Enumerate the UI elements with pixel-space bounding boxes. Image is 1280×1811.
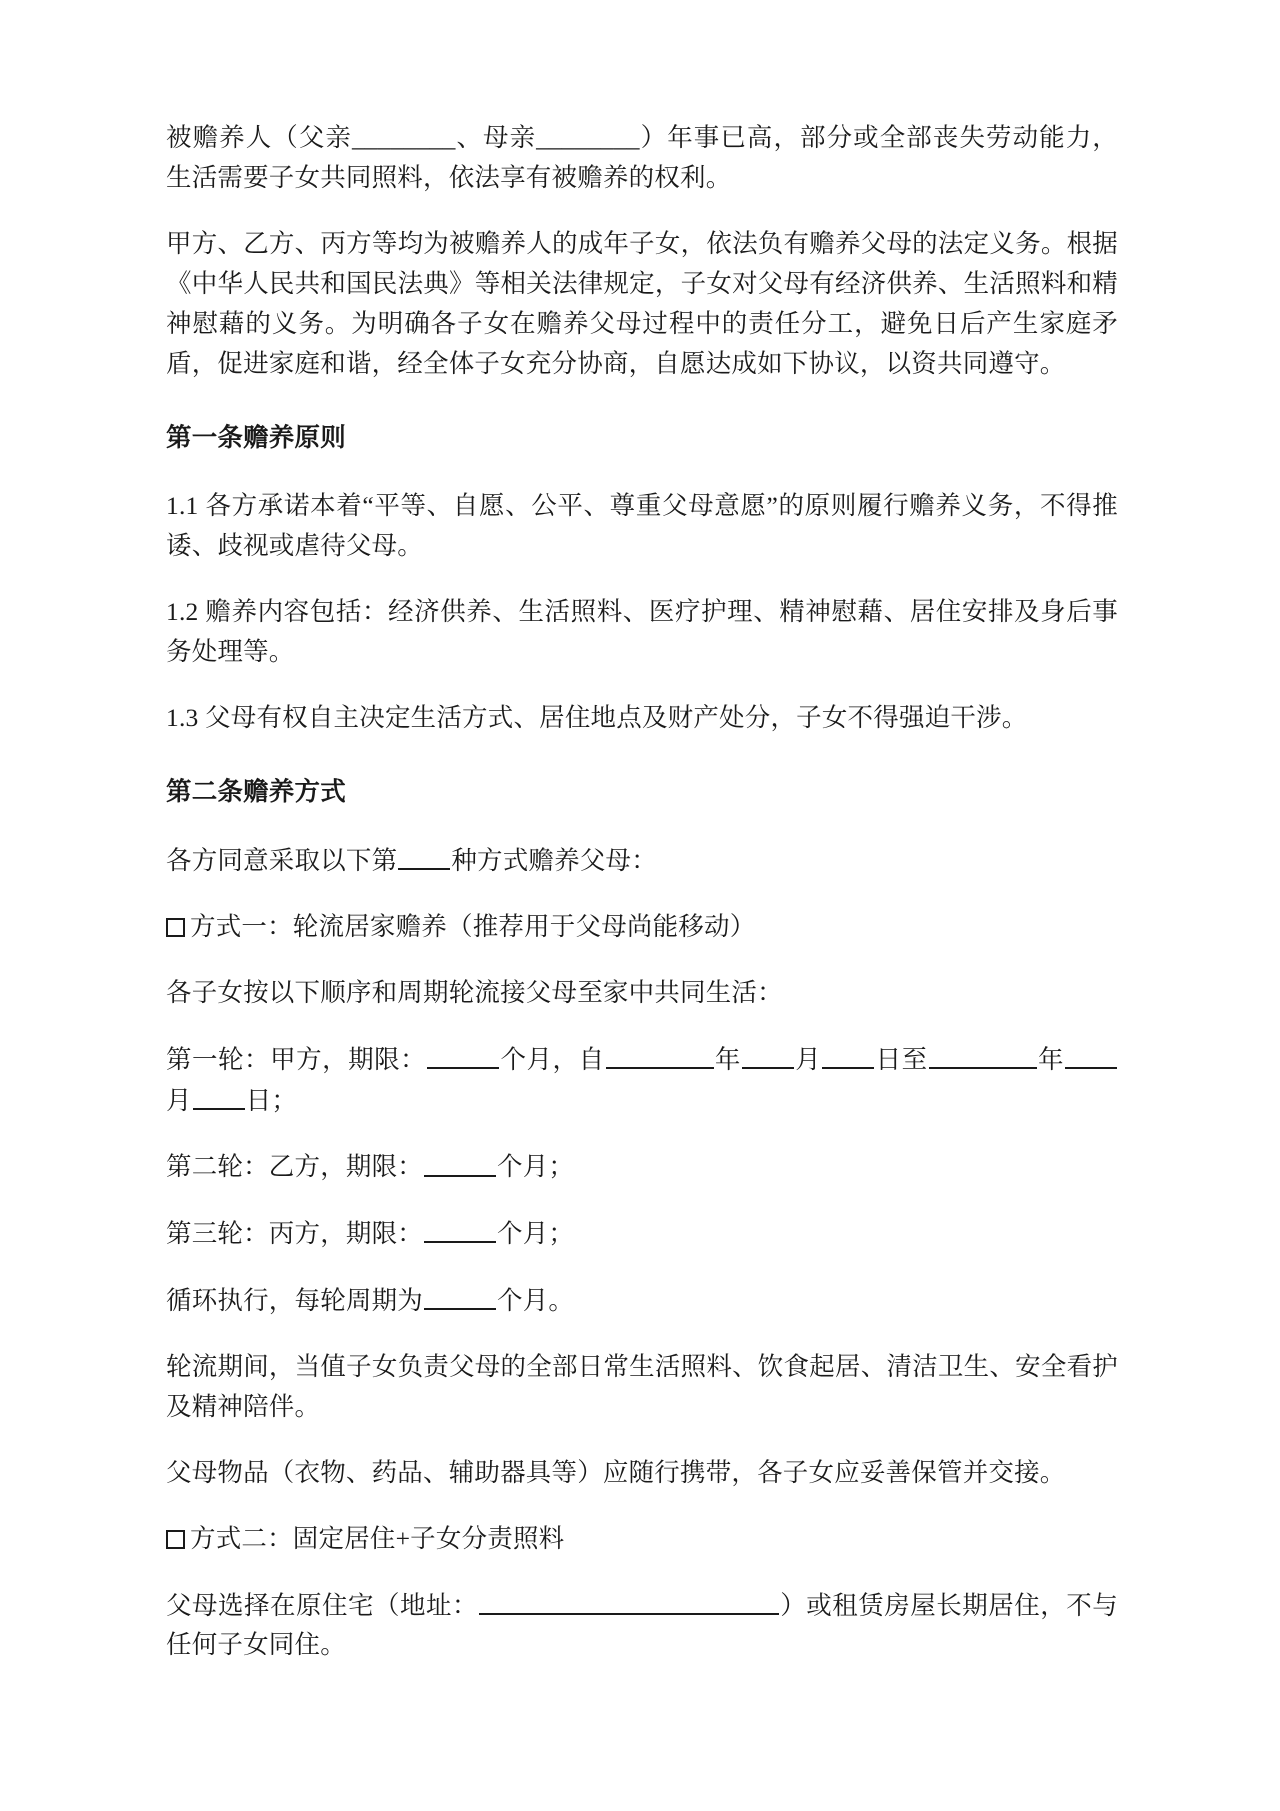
option-two-checkbox-line [166, 1519, 1118, 1559]
paragraph-parties: 甲方、乙方、丙方等均为被赡养人的成年子女，依法负有赡养父母的法定义务。根据《中华人民共和国民法典》等相关法律规定，子女对父母有经济供养、生活照料和精神慰藉的义务。为明确各子女在赡养父母过程中的责任分工，避免日后产生家庭矛盾，促进家庭和谐，经全体子女充分协商，自愿达成如下协议，以资共同遵守。 [166, 229, 1118, 378]
round-one-year-label: 年 [714, 1044, 741, 1074]
round-one-prefix: 第一轮：甲方，期限： [166, 1044, 427, 1074]
round-one-end-month-blank[interactable] [1065, 1040, 1117, 1069]
method-number-blank[interactable] [398, 842, 450, 871]
round-one-year-label-2: 年 [1037, 1044, 1064, 1074]
round-three-suffix: 个月； [497, 1218, 575, 1248]
section-two-lead-in [166, 840, 1118, 881]
rotation-round-two [166, 1146, 1118, 1187]
paragraph-supported-person: 被赡养人（父亲________、母亲________）年事已高，部分或全部丧失劳动能力，生活需要子女共同照料，依法享有被赡养的权利。 [166, 123, 1118, 192]
option-one-description: 各子女按以下顺序和周期轮流接父母至家中共同生活： [166, 977, 783, 1007]
lead-in-text-after: 种方式赡养父母： [451, 845, 657, 875]
belongings-paragraph: 父母物品（衣物、药品、辅助器具等）应随行携带，各子女应妥善保管并交接。 [166, 1457, 1066, 1487]
residence-text-after: ）或租赁房屋长期居住，不与任何子女同住。 [166, 1590, 1118, 1660]
option-two-residence-line [166, 1585, 1118, 1666]
round-three-months-blank[interactable] [424, 1215, 496, 1244]
document-body [166, 118, 1118, 1665]
rotation-round-one [166, 1039, 1118, 1121]
rotation-round-three [166, 1213, 1118, 1254]
option-two-label: 方式二：固定居住+子女分责照料 [190, 1523, 565, 1553]
option-one-label: 方式一：轮流居家赡养（推荐用于父母尚能移动） [190, 911, 756, 941]
round-two-suffix: 个月； [497, 1152, 575, 1182]
round-two-months-blank[interactable] [424, 1148, 496, 1177]
cycle-text-before: 循环执行，每轮周期为 [166, 1285, 424, 1315]
round-one-start-month-blank[interactable] [742, 1040, 794, 1069]
residence-text-before: 父母选择在原住宅（地址： [166, 1590, 478, 1620]
residence-address-blank[interactable] [479, 1586, 779, 1615]
section-two-heading: 第二条赡养方式 [166, 777, 346, 806]
section-one-item-1-2: 1.2 赡养内容包括：经济供养、生活照料、医疗护理、精神慰藉、居住安排及身后事务处理等。 [166, 597, 1118, 666]
round-one-start-year-blank[interactable] [606, 1040, 714, 1069]
round-one-unit: 个月，自 [500, 1044, 605, 1074]
round-three-prefix: 第三轮：丙方，期限： [166, 1218, 424, 1248]
option-one-checkbox-line [166, 907, 1118, 947]
rotation-duty-paragraph: 轮流期间，当值子女负责父母的全部日常生活照料、饮食起居、清洁卫生、安全看护及精神陪伴。 [166, 1351, 1118, 1421]
round-one-day-label: 日至 [875, 1044, 928, 1074]
round-one-month-label-2: 月 [166, 1085, 192, 1115]
section-one-item-1-3: 1.3 父母有权自主决定生活方式、居住地点及财产处分，子女不得强迫干涉。 [166, 703, 1028, 732]
checkbox-icon-option-one[interactable] [166, 918, 185, 937]
round-one-day-label-2: 日； [245, 1085, 298, 1115]
rotation-cycle-line [166, 1280, 1118, 1321]
round-two-prefix: 第二轮：乙方，期限： [166, 1152, 424, 1182]
round-one-start-day-blank[interactable] [822, 1040, 874, 1069]
checkbox-icon-option-two[interactable] [166, 1530, 185, 1549]
round-one-end-day-blank[interactable] [193, 1081, 245, 1110]
round-one-month-label: 月 [794, 1044, 822, 1074]
round-one-months-blank[interactable] [427, 1040, 499, 1069]
section-one-item-1-1: 1.1 各方承诺本着“平等、自愿、公平、尊重父母意愿”的原则履行赡养义务，不得推诿、歧视或虐待父母。 [166, 491, 1118, 560]
section-one-heading: 第一条赡养原则 [166, 423, 346, 452]
lead-in-text-before: 各方同意采取以下第 [166, 845, 398, 875]
cycle-text-after: 个月。 [497, 1285, 575, 1315]
round-one-end-year-blank[interactable] [929, 1040, 1037, 1069]
cycle-months-blank[interactable] [424, 1281, 496, 1310]
